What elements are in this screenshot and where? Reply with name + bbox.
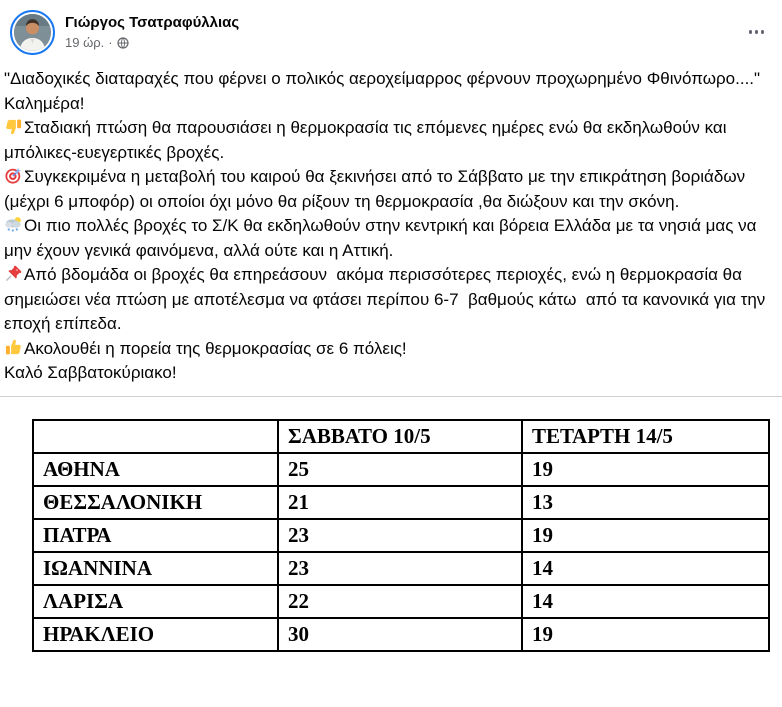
post-text: "Διαδοχικές διαταραχές που φέρνει ο πολικός αεροχείμαρρος φέρνουν προχωρημένο Φθινόπωρο...."	[4, 69, 761, 88]
more-options-button[interactable]	[747, 24, 767, 40]
dot-separator: ·	[108, 35, 113, 50]
avatar[interactable]	[10, 10, 55, 55]
post-text: Καλό Σαββατοκύριακο!	[4, 363, 177, 382]
table-row	[33, 585, 769, 618]
thumbs-down-icon	[4, 117, 23, 136]
temperature-cell: 22	[278, 585, 522, 618]
table-header-cell: ΤΕΤΑΡΤΗ 14/5	[522, 420, 769, 453]
thumbs-up-icon	[4, 338, 23, 357]
timestamp[interactable]: 19 ώρ.	[65, 35, 105, 50]
city-cell: ΙΩΑΝΝΙΝΑ	[33, 552, 278, 585]
table-header-cell: ΣΑΒΒΑΤΟ 10/5	[278, 420, 522, 453]
post-text-line	[4, 116, 772, 165]
post-text-line	[4, 337, 772, 362]
post-text-line	[4, 165, 772, 214]
temperature-cell: 23	[278, 552, 522, 585]
temperature-cell: 21	[278, 486, 522, 519]
temperature-cell: 14	[522, 585, 769, 618]
post-body	[0, 59, 782, 392]
post-text-line	[4, 214, 772, 263]
temperature-cell: 13	[522, 486, 769, 519]
rain-cloud-icon	[4, 215, 23, 234]
post-text: Οι πιο πολλές βροχές το Σ/Κ θα εκδηλωθούν στην κεντρική και βόρεια Ελλάδα με τα νησιά μας να μην έχουν γενικά φαινόμενα, αλλά ούτε και η Αττική.	[4, 216, 762, 260]
city-cell: ΘΕΣΣΑΛΟΝΙΚΗ	[33, 486, 278, 519]
post-text-line	[4, 263, 772, 337]
city-cell: ΑΘΗΝΑ	[33, 453, 278, 486]
table-row	[33, 486, 769, 519]
temperature-cell: 25	[278, 453, 522, 486]
table-row	[33, 552, 769, 585]
city-cell: ΠΑΤΡΑ	[33, 519, 278, 552]
author-name[interactable]: Γιώργος Τσατραφύλλιας	[65, 14, 240, 31]
globe-icon	[117, 37, 129, 49]
temperature-table	[32, 419, 770, 652]
temperature-cell: 30	[278, 618, 522, 651]
table-header-row	[33, 420, 769, 453]
header-meta	[65, 10, 239, 50]
table-row	[33, 453, 769, 486]
temperature-cell: 23	[278, 519, 522, 552]
post-text-line	[4, 92, 772, 117]
temperature-cell: 14	[522, 552, 769, 585]
temperature-cell: 19	[522, 618, 769, 651]
dart-target-icon	[4, 166, 23, 185]
profile-photo	[14, 14, 51, 51]
more-dot	[749, 30, 753, 34]
more-dot	[755, 30, 759, 34]
post-text: Σταδιακή πτώση θα παρουσιάσει η θερμοκρασία τις επόμενες ημέρες ενώ θα εκδηλωθούν και μπόλικες-ευεγερτικές βροχές.	[4, 118, 732, 162]
more-dot	[761, 30, 765, 34]
post-text-line	[4, 361, 772, 386]
post-text-line	[4, 67, 772, 92]
post-attachment-image[interactable]	[0, 396, 782, 652]
city-cell: ΛΑΡΙΣΑ	[33, 585, 278, 618]
post-text: Καλημέρα!	[4, 93, 85, 113]
table-header-cell	[33, 420, 278, 453]
table-row	[33, 618, 769, 651]
temperature-cell: 19	[522, 519, 769, 552]
timestamp-row	[65, 35, 239, 50]
temperature-cell: 19	[522, 453, 769, 486]
pushpin-icon	[4, 264, 23, 283]
post-text: Από βδομάδα οι βροχές θα επηρεάσουν ακόμα περισσότερες περιοχές, ενώ η θερμοκρασία θα σημειώσει νέα πτώση με αποτέλεσμα να φτάσει περίπου 6-7 βαθμούς κάτω από τα κανονικά για την εποχή επίπεδα.	[4, 265, 771, 333]
post-header	[0, 0, 782, 59]
city-cell: ΗΡΑΚΛΕΙΟ	[33, 618, 278, 651]
post-text: Ακολουθέι η πορεία της θερμοκρασίας σε 6 πόλεις!	[24, 338, 407, 358]
post-text: Συγκεκριμένα η μεταβολή του καιρού θα ξεκινήσει από το Σάββατο με την επικράτηση βοριάδων (μέχρι 6 μποφόρ) οι οποίοι όχι μόνο θα ρίξουν τη θερμοκρασία ,θα διώξουν και την σκόνη.	[4, 167, 750, 211]
table-row	[33, 519, 769, 552]
